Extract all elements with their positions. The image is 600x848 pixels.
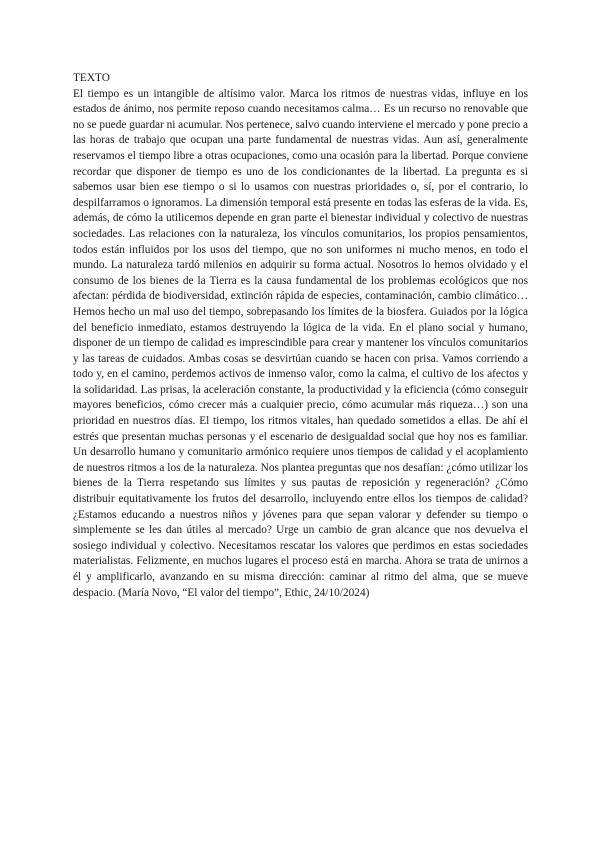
- document-body: El tiempo es un intangible de altísimo valor. Marca los ritmos de nuestras vidas, influye en los estados de ánimo, nos permite reposo cuando necesitamos calma… Es un recurso no renovable que no se puede guardar ni acumular. Nos pertenece, salvo cuando interviene el mercado y pone precio a las horas de trabajo que ocupan una parte fundamental de nuestras vidas. Aun así, generalmente reservamos el tiempo libre a otras ocupaciones, como una ocasión para la libertad. Porque conviene recordar que disponer de tiempo es uno de los condicionantes de la libertad. La pregunta es si sabemos usar bien ese tiempo o si lo usamos con nuestras prioridades o, sí, por el contrario, lo despilfarramos o ignoramos. La dimensión temporal está presente en todas las esferas de la vida. Es, además, de cómo la utilicemos depende en gran parte el bienestar individual y colectivo de nuestras sociedades. Las relaciones con la naturaleza, los vínculos comunitarios, los propios pensamientos, todos están influidos por los usos del tiempo, que no son uniformes ni mucho menos, en todo el mundo. La naturaleza tardó milenios en adquirir su forma actual. Nosotros lo hemos olvidado y el consumo de los bienes de la Tierra es la causa fundamental de los problemas ecológicos que nos afectan: pérdida de biodiversidad, extinción rápida de especies, contaminación, cambio climático… Hemos hecho un mal uso del tiempo, sobrepasando los límites de la biosfera. Guiados por la lógica del beneficio inmediato, estamos destruyendo la lógica de la vida. En el plano social y humano, disponer de un tiempo de calidad es imprescindible para crear y mantener los vínculos comunitarios y las tareas de cuidados. Ambas cosas se desvirtúan cuando se hacen con prisa. Vamos corriendo a todo y, en el camino, perdemos activos de inmenso valor, como la calma, el cultivo de los afectos y la solidaridad. Las prisas, la aceleración constante, la productividad y la eficiencia (cómo conseguir mayores beneficios, cómo crecer más a cualquier precio, cómo acumular más riqueza…) son una prioridad en nuestros días. El tiempo, los ritmos vitales, han quedado sometidos a ellas. De ahí el estrés que presentan muchas personas y el escenario de desigualdad social que hoy nos es familiar. Un desarrollo humano y comunitario armónico requiere unos tiempos de calidad y el acoplamiento de nuestros ritmos a los de la naturaleza. Nos plantea preguntas que nos desafían: ¿cómo utilizar los bienes de la Tierra respetando sus límites y sus pautas de reposición y regeneración? ¿Cómo distribuir equitativamente los frutos del desarrollo, incluyendo entre ellos los tiempos de calidad? ¿Estamos educando a nuestros niños y jóvenes para que sepan valorar y defender su tiempo o simplemente se les dan útiles al mercado? Urge un cambio de gran alcance que nos devuelva el sosiego individual y colectivo. Necesitamos rescatar los valores que perdimos en estas sociedades materialistas. Felizmente, en muchos lugares el proceso está en marcha. Ahora se trata de unirnos a él y amplificarlo, avanzando en su misma dirección: caminar al ritmo del alma, que se mueve despacio. (María Novo, “El valor del tiempo”, Ethic, 24/10/2024): [73, 87, 528, 599]
- text-block: [73, 71, 528, 601]
- document-heading: TEXTO: [73, 72, 110, 84]
